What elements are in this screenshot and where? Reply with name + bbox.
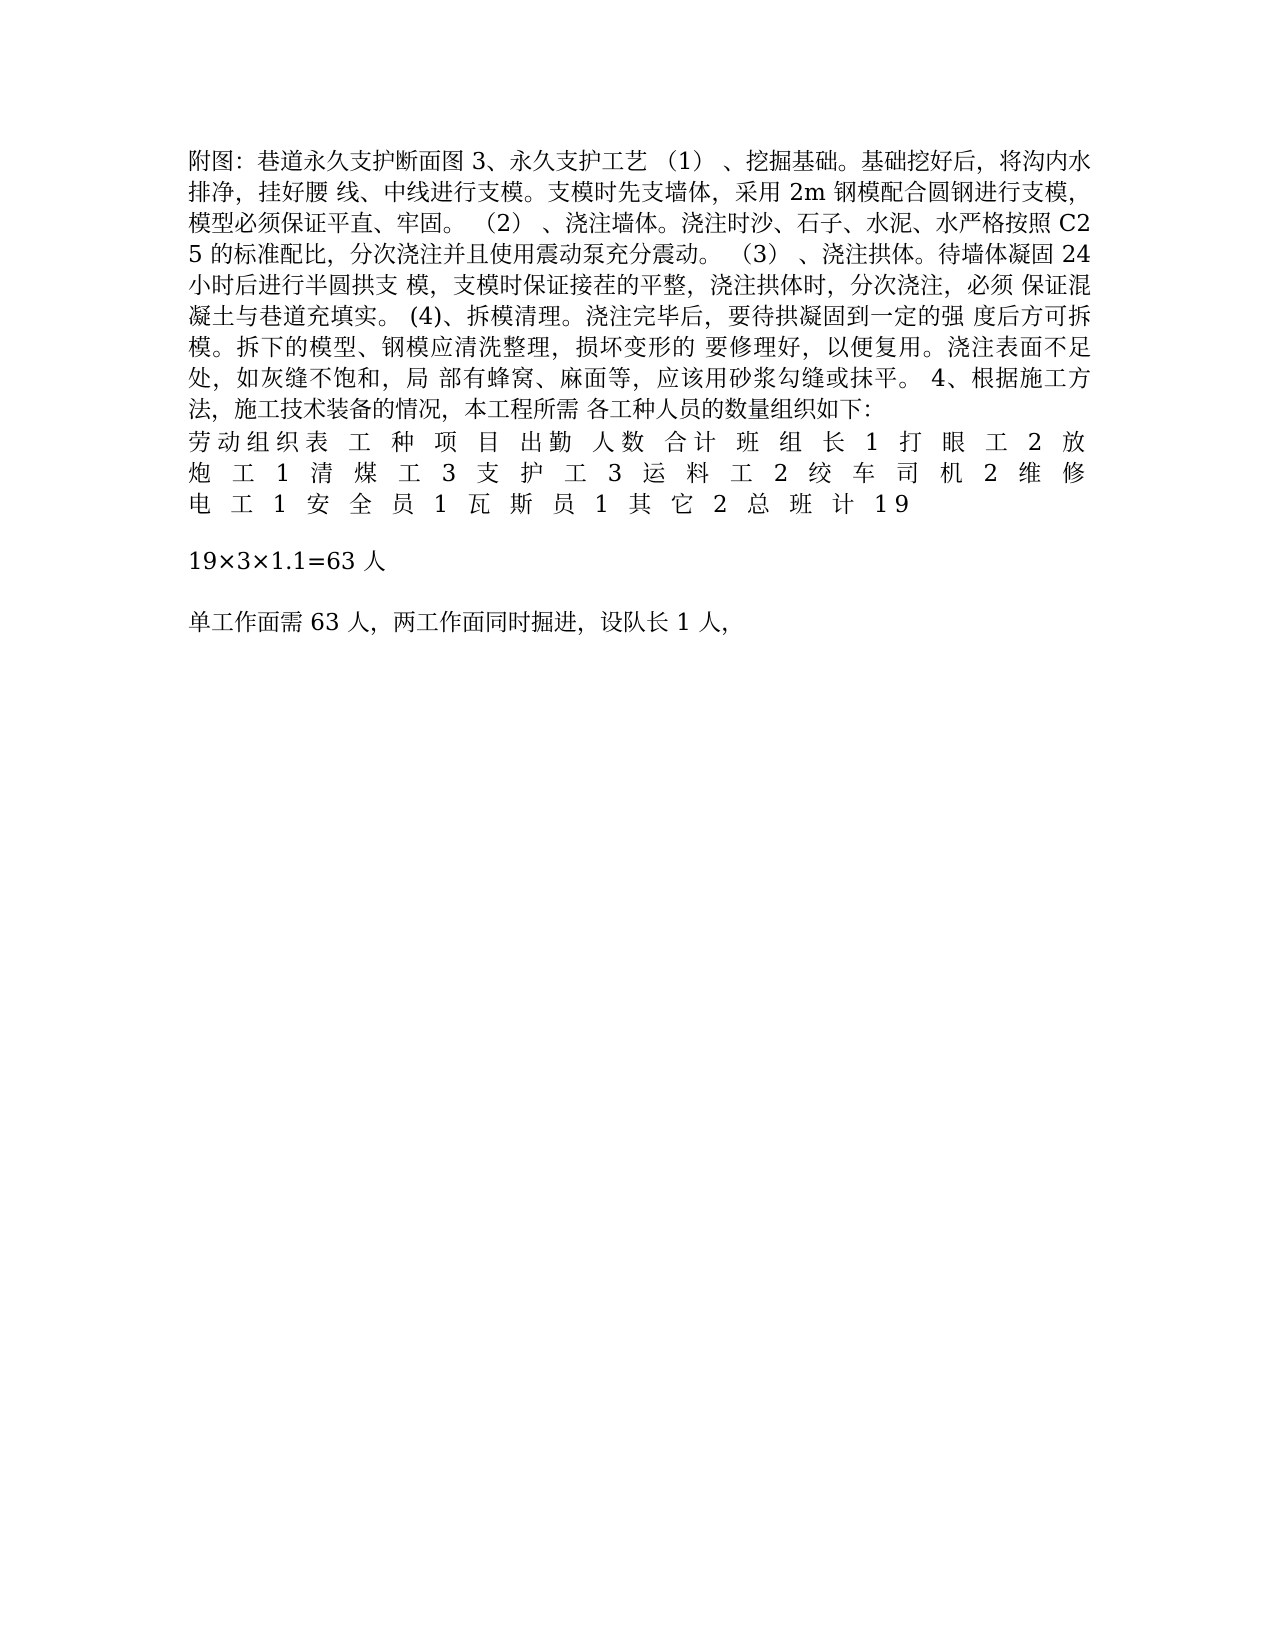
document-body <box>188 147 1091 639</box>
paragraph-calculation: 19×3×1.1=63 人 <box>188 549 386 575</box>
paragraph-summary: 单工作面需 63 人，两工作面同时掘进，设队长 1 人， <box>188 610 745 636</box>
paragraph-support-process: 附图：巷道永久支护断面图 3、永久支护工艺 （1） 、挖掘基础。基础挖好后，将沟内水排净，挂好腰 线、中线进行支模。支模时先支墙体，采用 2m 钢模配合圆钢进行支模，模型必须保证平直、牢固。 （2） 、浇注墙体。浇注时沙、石子、水泥、水严格按照 C25 的标准配比，分次浇注并且使用震动泵充分震动。 （3） 、浇注拱体。待墙体凝固 24 小时后进行半圆拱支 模，支模时保证接茬的平整，浇注拱体时，分次浇注，必须 保证混凝土与巷道充填实。 (4)、拆模清理。浇注完毕后，要待拱凝固到一定的强 度后方可拆模。拆下的模型、钢模应清洗整理，损坏变形的 要修理好，以便复用。浇注表面不足处，如灰缝不饱和，局 部有蜂窝、麻面等，应该用砂浆勾缝或抹平。 4、根据施工方法，施工技术装备的情况，本工程所需 各工种人员的数量组织如下： <box>188 149 1091 423</box>
paragraph-labor-table: 劳动组织表 工 种 项 目 出勤 人数 合计 班 组 长 1 打 眼 工 2 放 炮 工 1 清 煤 工 3 支 护 工 3 运 料 工 2 绞 车 司 机 2 维 修 电 工 1 安 全 员 1 瓦 斯 员 1 其 它 2 总 班 计 19 <box>188 430 1091 518</box>
